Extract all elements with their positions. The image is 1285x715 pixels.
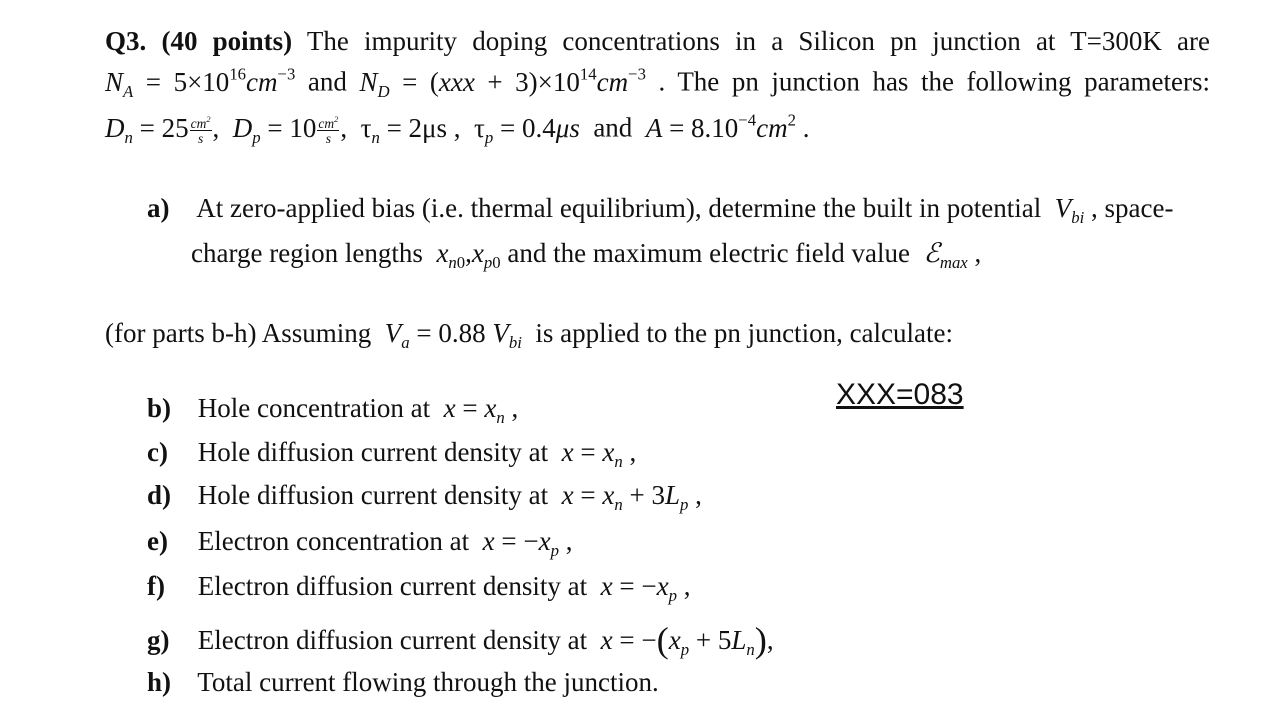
area-expression: $A = 8.10^{-4}cm^2$ . (645, 110, 810, 143)
part-h (147, 667, 659, 698)
nd-expression: $N_D = (xxx + 3)\times 10^{14}cm^{-3}$ (359, 64, 646, 101)
part-b-label: b) (147, 393, 172, 423)
part-e-text: Electron concentration at (197, 526, 470, 556)
part-c-math: $x = x_n$ , (561, 437, 637, 471)
parameters-intro: . The pn junction has the following parameters: (658, 66, 1211, 97)
assumption-text-start: (for parts b-h) Assuming (105, 318, 372, 348)
part-d-text: Hole diffusion current density at (197, 480, 549, 510)
part-e-label: e) (147, 526, 168, 556)
part-b (147, 393, 518, 428)
part-a-text-2: charge region lengths (191, 238, 423, 268)
part-g-math: $x = -(x_p + 5L_n)$, (600, 620, 774, 660)
part-g-label: g) (147, 625, 170, 656)
part-c-text: Hole diffusion current density at (197, 437, 549, 467)
part-a-label: a) (147, 193, 170, 223)
dn-expression: $D_n = 25$ $\frac{cm^2}{s}$ , (105, 112, 220, 147)
part-d (147, 480, 702, 515)
part-a-text: At zero-applied bias (i.e. thermal equilibrium), determine the built in potential (196, 193, 1042, 223)
part-h-label: h) (147, 667, 172, 697)
part-a-text-3: and the maximum electric field value (507, 238, 910, 268)
part-g-text: Electron diffusion current density at (197, 625, 588, 656)
part-f-math: $x = -x_p$ , (600, 571, 691, 605)
assumption-line (105, 318, 953, 353)
emax-symbol: ℰ$_{max}$ , (923, 238, 982, 272)
dp-expression: $D_p = 10$ $\frac{cm^2}{s}$ , (232, 112, 348, 147)
na-expression: $N_A = 5\times 10^{16}cm^{-3}$ (105, 64, 296, 101)
taup-expression: $\tau_p = 0.4\mu s$ (474, 112, 580, 147)
va-expression: $V_a = 0.88$ $V_{bi}$ (384, 318, 522, 352)
question-line-1 (105, 26, 1210, 57)
part-f-label: f) (147, 571, 165, 601)
taun-expression: $\tau_n = 2\mu s$ , (360, 112, 461, 147)
part-c (147, 437, 636, 472)
part-f (147, 571, 690, 606)
xxx-code: XXX=083 (836, 378, 964, 411)
xn0-xp0-symbol: $x_{n0},x_{p0}$ (436, 238, 501, 272)
question-points: (40 points) (161, 26, 293, 56)
part-g (147, 619, 774, 661)
part-c-label: c) (147, 437, 168, 467)
part-a-line-1 (147, 193, 1174, 228)
question-intro: The impurity doping concentrations in a Silicon pn junction at T=300K are (306, 26, 1210, 56)
part-d-math: $x = x_n + 3L_p$ , (561, 480, 702, 514)
question-line-2 (105, 64, 1210, 102)
part-f-text: Electron diffusion current density at (197, 571, 588, 601)
vbi-symbol: $V_{bi}$ (1054, 193, 1085, 227)
part-h-text: Total current flowing through the junction. (197, 667, 659, 697)
question-label: Q3. (105, 26, 147, 56)
part-a-line-2 (191, 238, 981, 273)
and-word-2: and (593, 112, 633, 143)
part-b-text: Hole concentration at (197, 393, 431, 423)
part-a-text-end: , space- (1091, 193, 1174, 223)
assumption-text-end: is applied to the pn junction, calculate: (535, 318, 953, 348)
part-e-math: $x = -x_p$ , (482, 526, 573, 560)
part-d-label: d) (147, 480, 172, 510)
part-e (147, 526, 572, 561)
question-line-3 (105, 110, 809, 148)
part-b-math: $x = x_n$ , (443, 393, 519, 427)
and-word-1: and (307, 66, 347, 97)
